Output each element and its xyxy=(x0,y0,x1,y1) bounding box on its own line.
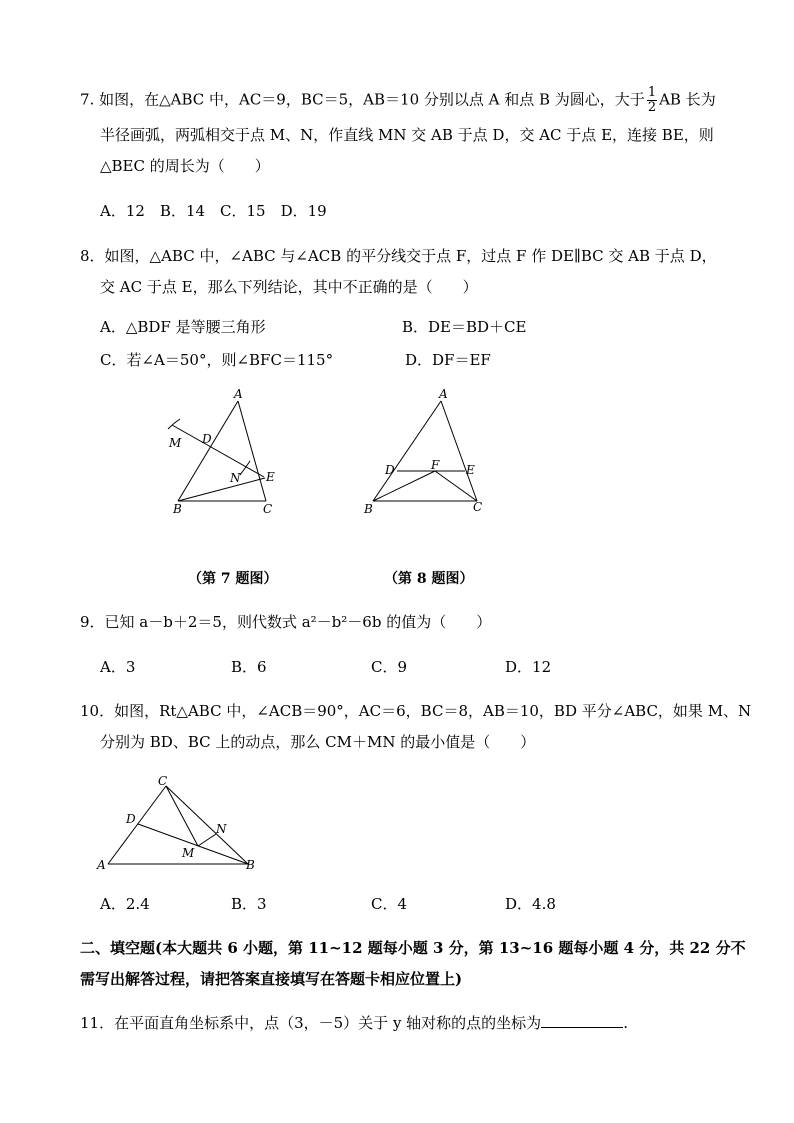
section2-heading-line1: 二、填空题(本大题共 6 小题，第 11~12 题每小题 3 分，第 13~16 题每小题 4 分，共 22 分不 xyxy=(80,939,746,957)
fig7-side-ac xyxy=(238,401,266,501)
q8-option-c: C．若∠A＝50°，则∠BFC＝115° xyxy=(100,351,334,369)
fig10-label-b: B xyxy=(246,858,255,872)
fig10-segment-cm xyxy=(166,786,198,846)
q10-line2: 分别为 BD、BC 上的动点，那么 CM＋MN 的最小值是（ ） xyxy=(100,733,536,751)
fig7-label-m: M xyxy=(169,436,182,450)
q8-option-d: D．DF＝EF xyxy=(405,351,491,369)
fig10-label-d: D xyxy=(126,812,136,826)
q7-line1-pre: 7. 如图，在△ABC 中，AC＝9，BC＝5，AB＝10 分别以点 A 和点 B 为圆心，大于 xyxy=(80,90,645,109)
fig7-side-ab xyxy=(178,401,238,501)
fig7-segment-be xyxy=(178,478,265,501)
fraction-denominator: 2 xyxy=(647,100,657,115)
q9-option-c: C．9 xyxy=(371,658,408,676)
fig8-label-b: B xyxy=(364,502,373,516)
fig7-label-a: A xyxy=(234,387,243,401)
fig10-label-c: C xyxy=(158,774,168,788)
q8-option-a: A．△BDF 是等腰三角形 xyxy=(100,318,266,336)
q7-line1 xyxy=(80,86,716,115)
q7-line2: 半径画弧，两弧相交于点 M、N，作直线 MN 交 AB 于点 D，交 AC 于点 E，连接 BE，则 xyxy=(100,126,714,144)
q9-option-b: B．6 xyxy=(231,658,267,676)
q10-option-a: A．2.4 xyxy=(100,895,150,913)
figure-8 xyxy=(355,385,495,520)
q9-line1: 9．已知 a－b＋2＝5，则代数式 a²－b²－6b 的值为（ ） xyxy=(80,613,492,631)
fig10-label-m: M xyxy=(182,846,195,860)
fig8-side-ab xyxy=(373,401,441,501)
figure-10 xyxy=(94,772,264,872)
fig8-label-d: D xyxy=(385,463,395,477)
fig8-label-a: A xyxy=(439,387,448,401)
q11-line xyxy=(80,1012,628,1034)
fig10-side-cb xyxy=(166,786,248,864)
fig7-line-mn xyxy=(172,425,264,477)
fig7-label-c: C xyxy=(263,502,273,516)
fig7-label-n: N xyxy=(230,471,241,485)
q9-option-a: A．3 xyxy=(100,658,136,676)
q8-line1: 8．如图，△ABC 中，∠ABC 与∠ACB 的平分线交于点 F，过点 F 作 DE∥BC 交 AB 于点 D， xyxy=(80,247,717,265)
fig7-arc-m xyxy=(168,419,180,429)
q10-option-b: B．3 xyxy=(231,895,267,913)
fig7-label-d: D xyxy=(202,432,212,446)
q11-answer-blank[interactable] xyxy=(541,1013,623,1028)
figure-7 xyxy=(160,385,290,520)
fig10-segment-mn xyxy=(198,834,216,846)
fig10-label-n: N xyxy=(216,822,227,836)
fig8-label-f: F xyxy=(431,458,440,472)
fig8-segment-bf xyxy=(373,471,435,501)
q8-option-b: B．DE＝BD＋CE xyxy=(402,318,527,336)
fig8-side-ac xyxy=(441,401,477,501)
q11-text: 11．在平面直角坐标系中，点（3，－5）关于 y 轴对称的点的坐标为 xyxy=(80,1014,542,1032)
fig7-label-e: E xyxy=(266,470,275,484)
q10-line1: 10．如图，Rt△ABC 中，∠ACB＝90°，AC＝6，BC＝8，AB＝10，BD 平分∠ABC，如果 M、N xyxy=(80,702,752,720)
q8-line2: 交 AC 于点 E，那么下列结论，其中不正确的是（ ） xyxy=(100,278,478,296)
q10-option-d: D．4.8 xyxy=(505,895,556,913)
half-fraction xyxy=(647,86,657,115)
fig10-side-ac xyxy=(108,786,166,864)
q9-option-d: D．12 xyxy=(505,658,552,676)
figure-8-caption: （第 8 题图） xyxy=(384,571,474,587)
q7-line1-post: AB 长为 xyxy=(659,90,716,109)
fig8-label-e: E xyxy=(466,463,475,477)
figure-7-caption: （第 7 题图） xyxy=(188,571,278,587)
q10-option-c: C．4 xyxy=(371,895,408,913)
q7-options: A．12 B．14 C．15 D．19 xyxy=(100,202,327,220)
fig8-label-c: C xyxy=(473,500,483,514)
section2-heading-line2: 需写出解答过程，请把答案直接填写在答题卡相应位置上) xyxy=(80,970,463,988)
fig7-label-b: B xyxy=(173,502,182,516)
fig10-label-a: A xyxy=(97,858,106,872)
fraction-numerator: 1 xyxy=(647,85,657,100)
q11-end: . xyxy=(623,1014,628,1032)
q7-line3: △BEC 的周长为（ ） xyxy=(100,157,270,175)
